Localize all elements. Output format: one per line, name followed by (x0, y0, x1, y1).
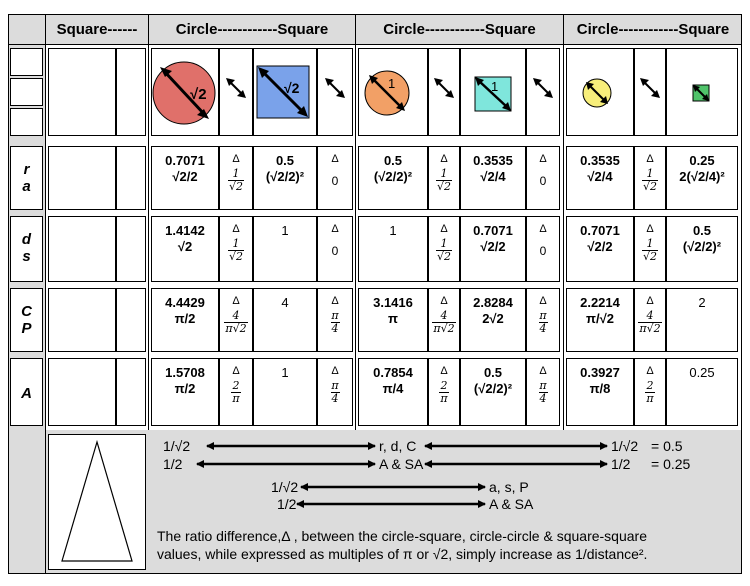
ra-g3-square-cell (666, 146, 738, 210)
g3-circle-cell (566, 48, 634, 136)
cell-value-line: 0.3927 (580, 365, 620, 380)
fraction-numerator: π (539, 309, 547, 322)
cp-g1-delta-cell (219, 288, 253, 352)
delta-symbol: Δ (539, 223, 547, 235)
delta-symbol: Δ (331, 223, 339, 235)
fraction-numerator: 2 (646, 379, 654, 392)
diagonal-arrow-icon (635, 49, 665, 135)
cell-value-line: 2(√2/4)² (679, 169, 725, 184)
cell-value: 1 (281, 365, 289, 380)
left-shape-cell-2 (10, 78, 43, 106)
cell-value-line: π (388, 311, 398, 326)
g2-square-cell (460, 48, 526, 136)
fraction-numerator: 4 (646, 309, 654, 322)
delta-symbol: Δ (539, 295, 547, 307)
arrow-label: 1/2 (611, 456, 631, 472)
triangle-icon (49, 435, 145, 569)
caption-line-2: values, while expressed as multiples of π or √2, simply increase as 1/distance². (157, 546, 648, 562)
row-label-ra: r a (10, 146, 43, 210)
g3-diag-cell (634, 48, 666, 136)
fraction-numerator: 1 (440, 237, 448, 250)
cell-value-line: π/2 (174, 381, 196, 396)
cell-value-line: (√2/2)² (682, 239, 722, 254)
a-g2-delta-cell (428, 358, 460, 426)
delta-value: 0 (331, 174, 339, 188)
cell-value-line: √2 (177, 239, 193, 254)
delta-fraction (224, 310, 247, 335)
ds-g1-delta2-cell (317, 216, 353, 282)
delta-fraction (638, 310, 661, 335)
a-g2-circle-cell (358, 358, 428, 426)
delta-symbol: Δ (440, 223, 448, 235)
cell-value-line: √2/2 (172, 169, 198, 184)
cell-value-line: 0.3535 (473, 153, 513, 168)
g2-square-label: 1 (491, 79, 499, 94)
ra-g2-delta-cell (428, 146, 460, 210)
square-col-ra-a (48, 146, 116, 210)
delta-symbol: Δ (232, 153, 240, 165)
cell-value-line: 2.2214 (580, 295, 620, 310)
delta-symbol: Δ (331, 295, 339, 307)
arrow-label: A & SA (379, 456, 424, 472)
caption-line-1: The ratio difference,Δ , between the circle-square, circle-circle & square-square (157, 528, 647, 544)
cell-value: 4 (281, 295, 289, 310)
square-col-cp-a (48, 288, 116, 352)
header-group-2: Circle------------Square (383, 21, 536, 38)
a-g3-circle-cell (566, 358, 634, 426)
cell-value-line: π/2 (174, 311, 196, 326)
ds-g2-square-cell (460, 216, 526, 282)
cell-value-line: π/8 (589, 381, 611, 396)
delta-symbol: Δ (440, 365, 448, 377)
square-col-ds-b (116, 216, 146, 282)
ds-g3-circle-cell (566, 216, 634, 282)
separator (148, 14, 149, 430)
cell-value-line: 0.7071 (473, 223, 513, 238)
fraction-denominator: √2 (228, 180, 243, 193)
delta-fraction (539, 310, 548, 335)
ds-g2-delta-cell (428, 216, 460, 282)
separator (355, 14, 356, 430)
fraction-numerator: π (331, 309, 339, 322)
cell-value-line: √2/4 (480, 169, 506, 184)
delta-fraction (436, 238, 452, 263)
cell-value: 1 (389, 223, 397, 238)
g2-circle-figure (359, 49, 427, 135)
cp-g1-square-cell (253, 288, 317, 352)
g2-diag-cell-1 (428, 48, 460, 136)
g2-square-figure (461, 49, 525, 135)
ds-g2-delta2-cell (526, 216, 560, 282)
delta-fraction (331, 310, 340, 335)
ds-g1-delta-cell (219, 216, 253, 282)
cell-value: 1 (281, 223, 289, 238)
g2-diag-cell-2 (526, 48, 560, 136)
g2-circle-label: 1 (388, 76, 396, 91)
cp-g3-delta-cell (634, 288, 666, 352)
g1-square-figure (254, 49, 316, 135)
cell-value: 2 (698, 295, 706, 310)
delta-fraction (228, 168, 244, 193)
square-col-a-b (116, 358, 146, 426)
triangle-cell (48, 434, 146, 570)
delta-fraction (432, 310, 455, 335)
delta-fraction (439, 380, 448, 405)
arrow-result: = 0.25 (651, 456, 691, 472)
fraction-denominator: √2 (228, 250, 243, 263)
delta-value: 0 (539, 244, 547, 258)
fraction-numerator: 4 (440, 309, 448, 322)
delta-symbol: Δ (646, 295, 654, 307)
g3-square-figure (667, 49, 737, 135)
cell-value-line: 0.5 (383, 153, 403, 168)
delta-symbol: Δ (646, 153, 654, 165)
fraction-denominator: 4 (539, 322, 547, 335)
cell-value-line: 0.5 (483, 365, 503, 380)
fraction-numerator: 2 (440, 379, 448, 392)
cp-g1-delta2-cell (317, 288, 353, 352)
g1-square-cell (253, 48, 317, 136)
arrow-label: 1/√2 (611, 438, 639, 454)
a-g3-delta-cell (634, 358, 666, 426)
delta-symbol: Δ (440, 153, 448, 165)
cp-g2-square-cell (460, 288, 526, 352)
delta-fraction (231, 380, 240, 405)
fraction-denominator: π√2 (225, 322, 247, 335)
square-col-shape-a (48, 48, 116, 136)
cell-value-line: (√2/2)² (373, 169, 413, 184)
cell-value-line: 2.8284 (473, 295, 513, 310)
diagonal-arrow-icon (220, 49, 252, 135)
cell-value-line: 1.5708 (165, 365, 205, 380)
delta-value: 0 (331, 244, 339, 258)
left-shape-cell-1 (10, 48, 43, 76)
arrow-label: A & SA (489, 496, 534, 512)
ra-g1-delta2-cell (317, 146, 353, 210)
separator (8, 44, 742, 45)
delta-fraction (331, 380, 340, 405)
cell-value-line: (√2/2)² (473, 381, 513, 396)
fraction-numerator: 1 (646, 237, 654, 250)
cell-value-line: 0.5 (275, 153, 295, 168)
cp-g3-circle-cell (566, 288, 634, 352)
delta-fraction (539, 380, 548, 405)
g3-square-cell (666, 48, 738, 136)
cell-value-line: 3.1416 (373, 295, 413, 310)
cell-value: 0.25 (689, 365, 715, 380)
cell-value-line: 2√2 (482, 311, 504, 326)
delta-symbol: Δ (646, 223, 654, 235)
arrow-label: 1/2 (163, 456, 183, 472)
delta-symbol: Δ (646, 365, 654, 377)
cp-g2-delta-cell (428, 288, 460, 352)
arrow-label: 1/√2 (163, 438, 191, 454)
delta-symbol: Δ (232, 365, 240, 377)
cell-value-line: 0.7071 (165, 153, 205, 168)
delta-symbol: Δ (539, 365, 547, 377)
header-group-3: Circle------------Square (576, 21, 730, 38)
fraction-denominator: π√2 (433, 322, 455, 335)
a-g1-circle-cell (151, 358, 219, 426)
cell-value-line: 0.7071 (580, 223, 620, 238)
square-col-shape-b (116, 48, 146, 136)
fraction-numerator: 1 (440, 167, 448, 180)
separator (563, 14, 564, 430)
g3-circle-figure (567, 49, 633, 135)
ds-g1-square-cell (253, 216, 317, 282)
ra-g3-circle-cell (566, 146, 634, 210)
diagonal-arrow-icon (429, 49, 459, 135)
row-label-ds: d s (10, 216, 43, 282)
cell-value-line: √2/4 (587, 169, 613, 184)
ra-g1-square-cell (253, 146, 317, 210)
ra-g1-circle-cell (151, 146, 219, 210)
cell-value-line: 0.5 (692, 223, 712, 238)
fraction-denominator: √2 (436, 180, 451, 193)
ratio-arrows-panel (149, 431, 742, 573)
fraction-denominator: π (646, 392, 654, 405)
delta-fraction (228, 238, 244, 263)
diagonal-arrow-icon (318, 49, 352, 135)
delta-symbol: Δ (440, 295, 448, 307)
fraction-denominator: √2 (436, 250, 451, 263)
fraction-numerator: 1 (232, 237, 240, 250)
fraction-denominator: 4 (331, 322, 339, 335)
cp-g3-square-cell (666, 288, 738, 352)
left-shape-cell-3 (10, 108, 43, 136)
ra-g3-delta-cell (634, 146, 666, 210)
fraction-denominator: √2 (642, 250, 657, 263)
diagonal-arrow-icon (527, 49, 559, 135)
fraction-denominator: π (232, 392, 240, 405)
arrow-label: a, s, P (489, 479, 529, 495)
fraction-denominator: π (440, 392, 448, 405)
delta-fraction (642, 238, 658, 263)
delta-fraction (642, 168, 658, 193)
ra-g2-square-cell (460, 146, 526, 210)
a-g3-square-cell (666, 358, 738, 426)
delta-fraction (645, 380, 654, 405)
cell-value-line: (√2/2)² (265, 169, 305, 184)
g1-circle-figure (152, 49, 218, 135)
cell-value-line: 1.4142 (165, 223, 205, 238)
fraction-numerator: 1 (646, 167, 654, 180)
cell-value-line: √2/2 (587, 239, 613, 254)
cell-value-line: 0.25 (689, 153, 715, 168)
header-group-1: Circle------------Square (175, 21, 329, 38)
cp-g2-delta2-cell (526, 288, 560, 352)
fraction-numerator: 4 (232, 309, 240, 322)
square-col-ds-a (48, 216, 116, 282)
delta-symbol: Δ (539, 153, 547, 165)
g1-diag-cell-1 (219, 48, 253, 136)
ra-g2-delta2-cell (526, 146, 560, 210)
fraction-denominator: √2 (642, 180, 657, 193)
square-col-cp-b (116, 288, 146, 352)
fraction-numerator: 1 (232, 167, 240, 180)
ds-g2-circle-cell (358, 216, 428, 282)
square-col-a-a (48, 358, 116, 426)
ds-g1-circle-cell (151, 216, 219, 282)
g1-square-label: √2 (284, 80, 300, 96)
header-square: Square------ (56, 21, 138, 38)
arrow-label: r, d, C (379, 438, 417, 454)
g1-diag-cell-2 (317, 48, 353, 136)
fraction-numerator: π (539, 379, 547, 392)
ra-g2-circle-cell (358, 146, 428, 210)
delta-fraction (436, 168, 452, 193)
separator (45, 14, 46, 574)
cell-value-line: 4.4429 (165, 295, 205, 310)
row-label-a: A (10, 358, 43, 426)
ds-g3-delta-cell (634, 216, 666, 282)
a-g2-square-cell (460, 358, 526, 426)
fraction-denominator: π√2 (639, 322, 661, 335)
a-g1-delta-cell (219, 358, 253, 426)
fraction-denominator: 4 (539, 392, 547, 405)
cell-value-line: π/√2 (586, 311, 614, 326)
a-g1-square-cell (253, 358, 317, 426)
fraction-numerator: 2 (232, 379, 240, 392)
arrow-label: 1/√2 (271, 479, 299, 495)
delta-symbol: Δ (232, 295, 240, 307)
row-label-cp: C P (10, 288, 43, 352)
a-g1-delta2-cell (317, 358, 353, 426)
square-col-ra-b (116, 146, 146, 210)
delta-symbol: Δ (331, 153, 339, 165)
cell-value-line: π/4 (382, 381, 404, 396)
fraction-denominator: 4 (331, 392, 339, 405)
delta-value: 0 (539, 174, 547, 188)
arrow-label: 1/2 (277, 496, 297, 512)
ra-g1-delta-cell (219, 146, 253, 210)
cell-value-line: 0.3535 (580, 153, 620, 168)
fraction-numerator: π (331, 379, 339, 392)
cp-g1-circle-cell (151, 288, 219, 352)
ds-g3-square-cell (666, 216, 738, 282)
delta-symbol: Δ (232, 223, 240, 235)
cell-value-line: 0.7854 (373, 365, 413, 380)
cp-g2-circle-cell (358, 288, 428, 352)
cell-value-line: √2/2 (480, 239, 506, 254)
delta-symbol: Δ (331, 365, 339, 377)
g1-circle-label: √2 (190, 86, 207, 103)
g1-circle-cell (151, 48, 219, 136)
arrow-result: = 0.5 (651, 438, 683, 454)
g2-circle-cell (358, 48, 428, 136)
a-g2-delta2-cell (526, 358, 560, 426)
